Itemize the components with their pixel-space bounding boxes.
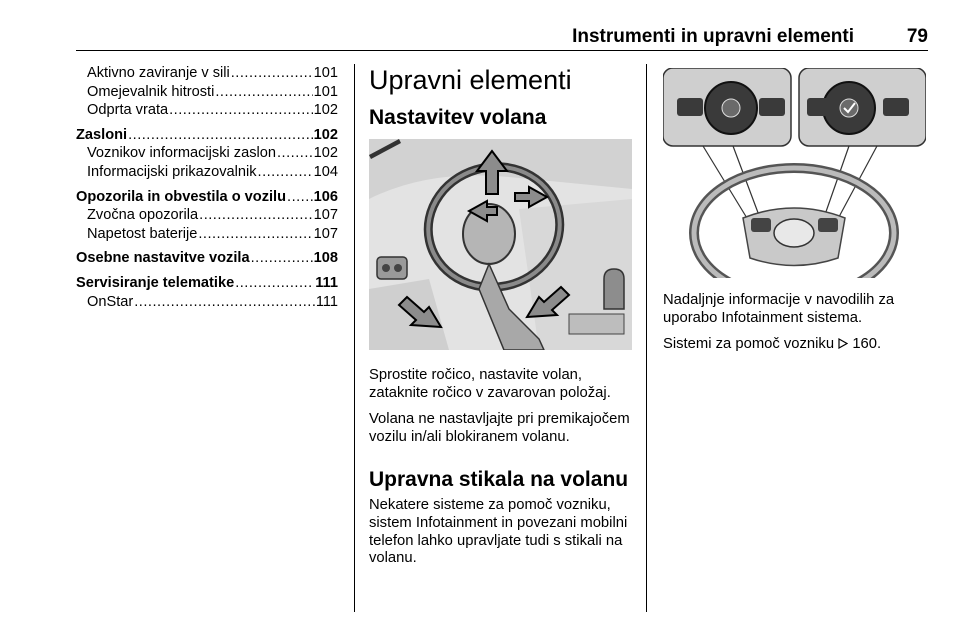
subsection-heading-controls: Upravna stikala na volanu bbox=[369, 468, 629, 492]
toc-item[interactable] bbox=[76, 206, 338, 225]
paragraph-release-lever: Sprostite ročico, nastavite volan, zataknite ročico v zavarovan položaj. bbox=[369, 367, 611, 401]
subsection-heading: Nastavitev volana bbox=[369, 106, 547, 129]
toc-item[interactable] bbox=[76, 225, 338, 244]
toc-section-page: 106 bbox=[313, 188, 338, 205]
toc-item[interactable] bbox=[76, 293, 338, 312]
driver-assist-label: Sistemi za pomoč vozniku bbox=[663, 336, 835, 353]
toc-item-page: 107 bbox=[313, 207, 338, 224]
toc-item-page: 102 bbox=[313, 145, 338, 162]
toc-item-label: Voznikov informacijski zaslon bbox=[87, 145, 276, 162]
toc-item-label: Informacijski prikazovalnik bbox=[87, 163, 257, 180]
steering-adjust-illustration bbox=[369, 139, 632, 350]
toc-section-page: 111 bbox=[315, 274, 338, 291]
column-divider bbox=[354, 64, 355, 612]
toc-section[interactable] bbox=[76, 188, 338, 207]
driver-assist-page-ref[interactable]: 160. bbox=[852, 336, 882, 353]
toc-item-label: Aktivno zaviranje v sili bbox=[87, 65, 230, 81]
toc-leader bbox=[169, 101, 313, 120]
toc-leader bbox=[258, 163, 313, 182]
toc-item-page: 111 bbox=[315, 293, 338, 310]
toc-leader bbox=[287, 188, 313, 207]
toc-item[interactable] bbox=[76, 64, 338, 83]
toc-section-label: Servisiranje telematike bbox=[76, 274, 235, 291]
paragraph-warning: Volana ne nastavljajte pri premikajočem vozilu in/ali blokiranem volanu. bbox=[369, 411, 630, 445]
toc-leader bbox=[198, 225, 312, 244]
toc-leader bbox=[199, 206, 313, 225]
toc-section-page: 102 bbox=[313, 126, 338, 143]
toc-section-label: Zasloni bbox=[76, 126, 128, 143]
toc-section[interactable] bbox=[76, 126, 338, 145]
header-title: Instrumenti in upravni elementi bbox=[572, 26, 854, 47]
toc-section-label: Opozorila in obvestila o vozilu bbox=[76, 188, 287, 205]
toc-item-label: Omejevalnik hitrosti bbox=[87, 83, 215, 100]
section-heading: Upravni elementi bbox=[369, 65, 572, 95]
page-header bbox=[76, 26, 928, 51]
toc-item-page: 101 bbox=[313, 65, 338, 81]
paragraph-infotainment: Nadaljnje informacije v navodilih za uporabo Infotainment sistema. bbox=[663, 292, 895, 326]
toc-item-label: Napetost baterije bbox=[87, 225, 198, 242]
toc-leader bbox=[215, 83, 312, 102]
toc-item-page: 102 bbox=[313, 102, 338, 119]
toc-item-label: Odprta vrata bbox=[87, 102, 169, 119]
toc-item[interactable] bbox=[76, 144, 338, 163]
page-number: 79 bbox=[906, 26, 928, 47]
toc-section[interactable] bbox=[76, 274, 338, 293]
toc-leader bbox=[128, 126, 313, 145]
toc-item[interactable] bbox=[76, 83, 338, 102]
toc-item-page: 101 bbox=[313, 83, 338, 100]
toc-leader bbox=[134, 293, 315, 312]
table-of-contents bbox=[76, 64, 338, 311]
toc-leader bbox=[231, 64, 313, 83]
toc-section-page: 108 bbox=[313, 250, 338, 267]
steering-wheel-controls-illustration bbox=[663, 68, 926, 278]
toc-section-label: Osebne nastavitve vozila bbox=[76, 250, 250, 267]
toc-section[interactable] bbox=[76, 249, 338, 268]
reference-triangle-icon bbox=[838, 338, 848, 349]
paragraph-controls: Nekatere sisteme za pomoč vozniku, sistem Infotainment in povezani mobilni telefon lahko upravljate tudi s stikali na volanu. bbox=[369, 497, 628, 567]
toc-item-page: 107 bbox=[313, 225, 338, 242]
toc-item[interactable] bbox=[76, 101, 338, 120]
toc-leader bbox=[235, 274, 314, 293]
toc-leader bbox=[251, 249, 313, 268]
column-steering-adjustment bbox=[369, 64, 635, 131]
toc-leader bbox=[277, 144, 313, 163]
toc-item-label: OnStar bbox=[87, 293, 134, 310]
toc-item-page: 104 bbox=[313, 163, 338, 180]
column-infotainment-text bbox=[663, 292, 927, 354]
column-divider bbox=[646, 64, 647, 612]
toc-item-label: Zvočna opozorila bbox=[87, 207, 199, 224]
toc-item[interactable] bbox=[76, 163, 338, 182]
column-steering-text bbox=[369, 367, 635, 568]
paragraph-driver-assist bbox=[663, 336, 927, 354]
